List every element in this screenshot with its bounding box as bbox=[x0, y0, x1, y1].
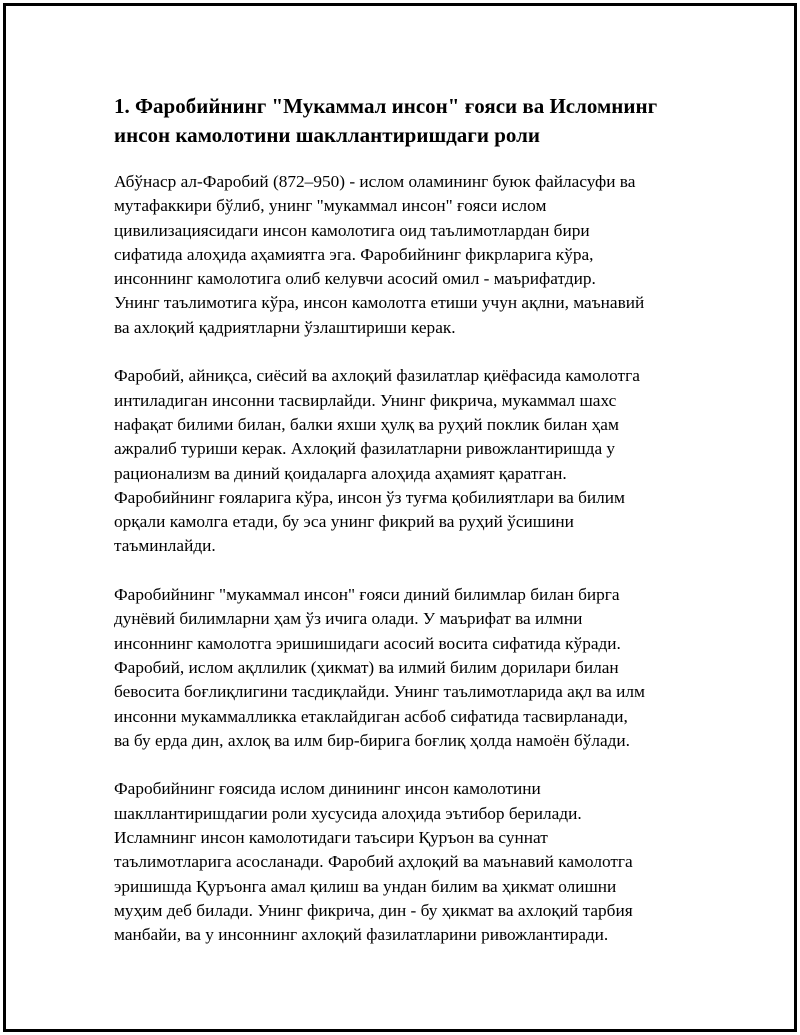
paragraph-line: орқали камолга етади, бу эса унинг фикрий ва руҳий ўсишини bbox=[114, 512, 574, 532]
paragraph-line: манбайи, ва у инсоннинг ахлоқий фазилатларини ривожлантиради. bbox=[114, 925, 609, 945]
paragraph-line: Фаробийнинг ғояларига кўра, инсон ўз туғма қобилиятлари ва билим bbox=[114, 487, 625, 507]
paragraph-line: эришишда Қуръонга амал қилиш ва ундан билим ва ҳикмат олишни bbox=[114, 876, 617, 896]
paragraph-line: Абўнаср ал-Фаробий (872–950) - ислом оламининг буюк файласуфи ва bbox=[114, 172, 636, 191]
paragraph-line: ва ахлоқий қадриятларни ўзлаштириши керак. bbox=[114, 317, 456, 337]
paragraph-1 bbox=[114, 170, 686, 340]
heading-line-1: 1. Фаробийнинг "Мукаммал инсон" ғояси ва Исломнинг bbox=[114, 94, 658, 118]
document-body bbox=[114, 92, 686, 948]
paragraph-line: бевосита боғлиқлигини тасдиқлайди. Унинг таълимотларида ақл ва илм bbox=[114, 682, 645, 702]
paragraph-line: ажралиб туриши керак. Ахлоқий фазилатларни ривожлантиришда у bbox=[114, 439, 616, 459]
section-heading bbox=[114, 92, 686, 150]
paragraph-line: таъминлайди. bbox=[114, 536, 216, 556]
paragraph-3 bbox=[114, 583, 686, 753]
paragraph-line: Фаробийнинг ғоясида ислом динининг инсон камолотини bbox=[114, 779, 541, 799]
paragraph-line: шакллантиришдагии роли хусусида алоҳида эътибор берилади. bbox=[114, 803, 582, 823]
paragraph-line: Унинг таълимотига кўра, инсон камолотга етиши учун ақлни, маънавий bbox=[114, 293, 645, 313]
paragraph-line: нафақат билими билан, балки яхши ҳулқ ва руҳий поклик билан ҳам bbox=[114, 414, 619, 434]
paragraph-line: Фаробийнинг "мукаммал инсон" ғояси диний билимлар билан бирга bbox=[114, 585, 620, 605]
paragraph-2 bbox=[114, 364, 686, 558]
paragraph-line: инсонни мукаммалликка етаклайдиган асбоб сифатида тасвирланади, bbox=[114, 706, 628, 726]
paragraph-line: цивилизациясидаги инсон камолотига оид таълимотлардан бири bbox=[114, 220, 590, 240]
paragraph-line: интиладиган инсонни тасвирлайди. Унинг фикрича, мукаммал шахс bbox=[114, 390, 617, 410]
paragraph-line: Фаробий, ислом ақллилик (ҳикмат) ва илмий билим дорилари билан bbox=[114, 657, 619, 677]
paragraph-line: Исламнинг инсон камолотидаги таъсири Қуръон ва суннат bbox=[114, 828, 548, 848]
paragraph-line: инсоннинг камолотга эришишидаги асосий восита сифатида кўради. bbox=[114, 633, 621, 653]
paragraph-line: рационализм ва диний қоидаларга алоҳида аҳамият қаратган. bbox=[114, 463, 567, 483]
paragraph-line: Фаробий, айниқса, сиёсий ва ахлоқий фазилатлар қиёфасида камолотга bbox=[114, 366, 640, 386]
paragraph-line: инсоннинг камолотига олиб келувчи асосий омил - маърифатдир. bbox=[114, 269, 596, 289]
paragraph-line: таълимотларига асосланади. Фаробий аҳлоқий ва маънавий камолотга bbox=[114, 852, 633, 872]
paragraph-line: муҳим деб билади. Унинг фикрича, дин - бу ҳикмат ва ахлоқий тарбия bbox=[114, 900, 633, 920]
paragraph-line: мутафаккири бўлиб, унинг "мукаммал инсон" ғояси ислом bbox=[114, 196, 547, 216]
paragraph-line: ва бу ерда дин, ахлоқ ва илм бир-бирига боғлиқ ҳолда намоён бўлади. bbox=[114, 730, 630, 750]
paragraph-line: сифатида алоҳида аҳамиятга эга. Фаробийнинг фикрларига кўра, bbox=[114, 244, 594, 264]
paragraph-4 bbox=[114, 777, 686, 947]
heading-line-2: инсон камолотини шакллантиришдаги роли bbox=[114, 123, 540, 147]
paragraph-line: дунёвий билимларни ҳам ўз ичига олади. У маърифат ва илмни bbox=[114, 609, 583, 629]
